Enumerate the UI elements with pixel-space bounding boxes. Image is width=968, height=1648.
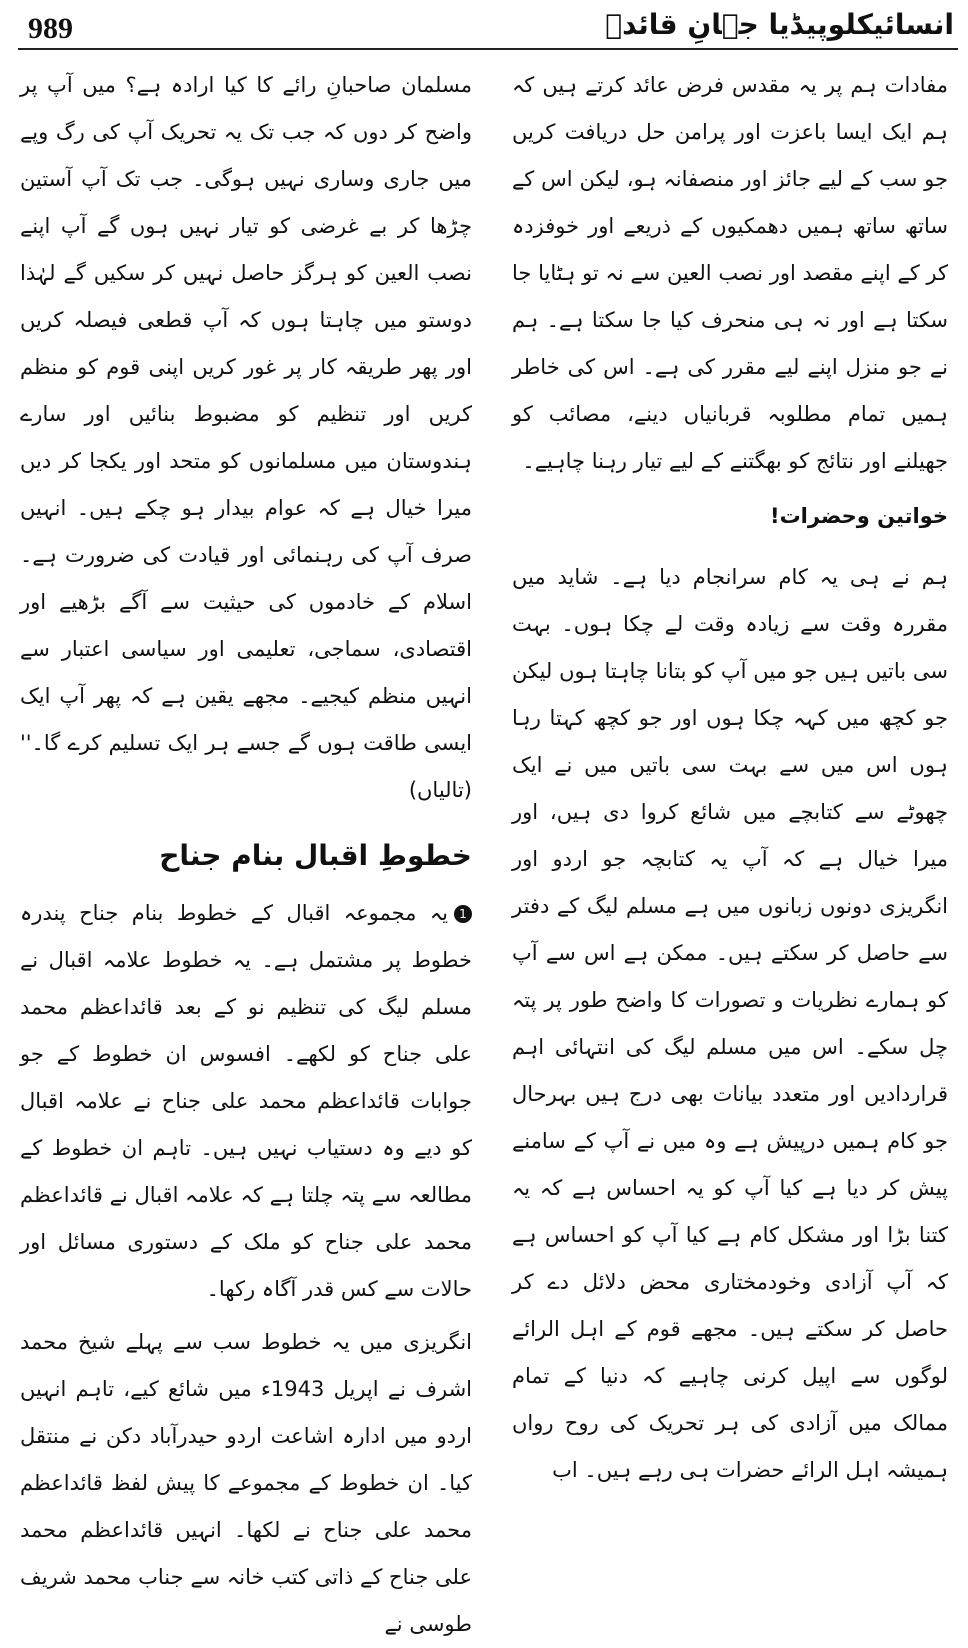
right-paragraph-2: ہم نے ہی یہ کام سرانجام دیا ہے۔ شاید میں مقررہ وقت سے زیادہ وقت لے چکا ہوں۔ بہت سی باتیں ہیں جو میں آپ کو بتانا چاہتا ہوں لیکن جو کچھ میں کہہ چکا ہوں اور جو کچھ کہتا رہا ہوں اس میں سے بہت سی باتیں میں نے ایک چھوٹے سے کتابچے میں شائع کروا دی ہیں، اور میرا خیال ہے کہ آپ یہ کتابچہ جو اردو اور انگریزی دونوں زبانوں میں ہے مسلم لیگ کے دفتر سے حاصل کر سکتے ہیں۔ ممکن ہے اس سے آپ کو ہمارے نظریات و تصورات کا واضح طور پر پتہ چل سکے۔ اس میں مسلم لیگ کی انتہائی اہم قراردادیں اور متعدد بیانات بھی درج ہیں بہرحال جو کام ہمیں درپیش ہے وہ میں نے آپ کے سامنے پیش کر دیا ہے کیا آپ کو یہ احساس ہے کہ یہ کتنا بڑا اور مشکل کام ہے کیا آپ کو احساس ہے کہ آپ آزادی وخودمختاری محض دلائل دے کر حاصل کر سکتے ہیں۔ مجھے قوم کے اہل الرائے لوگوں سے اپیل کرنی چاہیے کہ دنیا کے تمام ممالک میں آزادی کی ہر تحریک کی روح رواں ہمیشہ اہل الرائے حضرات ہی رہے ہیں۔ اب — [512, 565, 948, 1482]
section-heading: خطوطِ اقبال بنام جناح — [159, 839, 472, 872]
left-paragraph-2-text: یہ مجموعہ اقبال کے خطوط بنام جناح پندرہ خطوط پر مشتمل ہے۔ یہ خطوط علامہ اقبال نے مسلم لیگ کی تنظیم نو کے بعد قائداعظم محمد علی جناح کو لکھے۔ افسوس ان خطوط کے جو جوابات قائداعظم محمد علی جناح نے علامہ اقبال کو دیے وہ دستیاب نہیں ہیں۔ تاہم ان خطوط کے مطالعہ سے پتہ چلتا ہے کہ علامہ اقبال نے قائداعظم محمد علی جناح کو ملک کے دستوری مسائل اور حالات سے کس قدر آگاہ رکھا۔ — [20, 901, 472, 1301]
left-paragraph-2 — [20, 890, 472, 1313]
page-number: 989 — [28, 12, 73, 45]
page-header — [0, 0, 968, 52]
numbered-bullet-icon: 1 — [454, 905, 472, 923]
left-paragraph-1: مسلمان صاحبانِ رائے کا کیا ارادہ ہے؟ میں آپ پر واضح کر دوں کہ جب تک یہ تحریک آپ کی رگ وپے میں جاری وساری نہیں ہوگی۔ جب تک آپ آستین چڑھا کر بے غرضی کو تیار نہیں ہوں گے آپ اپنے نصب العین کو ہرگز حاصل نہیں کر سکیں گے لہٰذا دوستو میں چاہتا ہوں کہ آپ قطعی فیصلہ کریں اور پھر طریقہ کار پر غور کریں اپنی قوم کو منظم کریں اور تنظیم کو مضبوط بنائیں اور سارے ہندوستان میں مسلمانوں کو متحد اور یکجا کر دیں میرا خیال ہے کہ عوام بیدار ہو چکے ہیں۔ انہیں صرف آپ کی رہنمائی اور قیادت کی ضرورت ہے۔ اسلام کے خادموں کی حیثیت سے آگے بڑھیے اور اقتصادی، سماجی، تعلیمی اور سیاسی اعتبار سے انہیں منظم کیجیے۔ مجھے یقین ہے کہ پھر آپ ایک ایسی طاقت ہوں گے جسے ہر ایک تسلیم کرے گا۔'' (تالیاں) — [20, 73, 472, 802]
left-paragraph-3: انگریزی میں یہ خطوط سب سے پہلے شیخ محمد اشرف نے اپریل 1943ء میں شائع کیے، تاہم انہیں اردو میں ادارہ اشاعت اردو حیدرآباد دکن نے منتقل کیا۔ ان خطوط کے مجموعے کا پیش لفظ قائداعظم محمد علی جناح نے لکھا۔ انہیں قائداعظم محمد علی جناح کے ذاتی کتب خانہ سے جناب محمد شریف طوسی نے — [20, 1330, 472, 1636]
right-column — [512, 62, 948, 1494]
right-paragraph-1: مفادات ہم پر یہ مقدس فرض عائد کرتے ہیں کہ ہم ایک ایسا باعزت اور پرامن حل دریافت کریں جو سب کے لیے جائز اور منصفانہ ہو، لیکن اس کے ساتھ ساتھ ہمیں دھمکیوں کے ذریعے اور خوفزدہ کر کے اپنے مقصد اور نصب العین سے نہ تو ہٹایا جا سکتا ہے اور نہ ہی منحرف کیا جا سکتا ہے۔ ہم نے جو منزل اپنے لیے مقرر کی ہے۔ اس کی خاطر ہمیں تمام مطلوبہ قربانیاں دینے، مصائب کو جھیلنے اور نتائج کو بھگتنے کے لیے تیار رہنا چاہیے۔ — [512, 73, 948, 473]
address-line: خواتین وحضرات! — [770, 504, 948, 528]
left-column — [20, 62, 472, 1648]
book-title: انسائیکلوپیڈیا جہانِ قائدؒ — [605, 8, 954, 41]
header-rule — [18, 48, 958, 50]
